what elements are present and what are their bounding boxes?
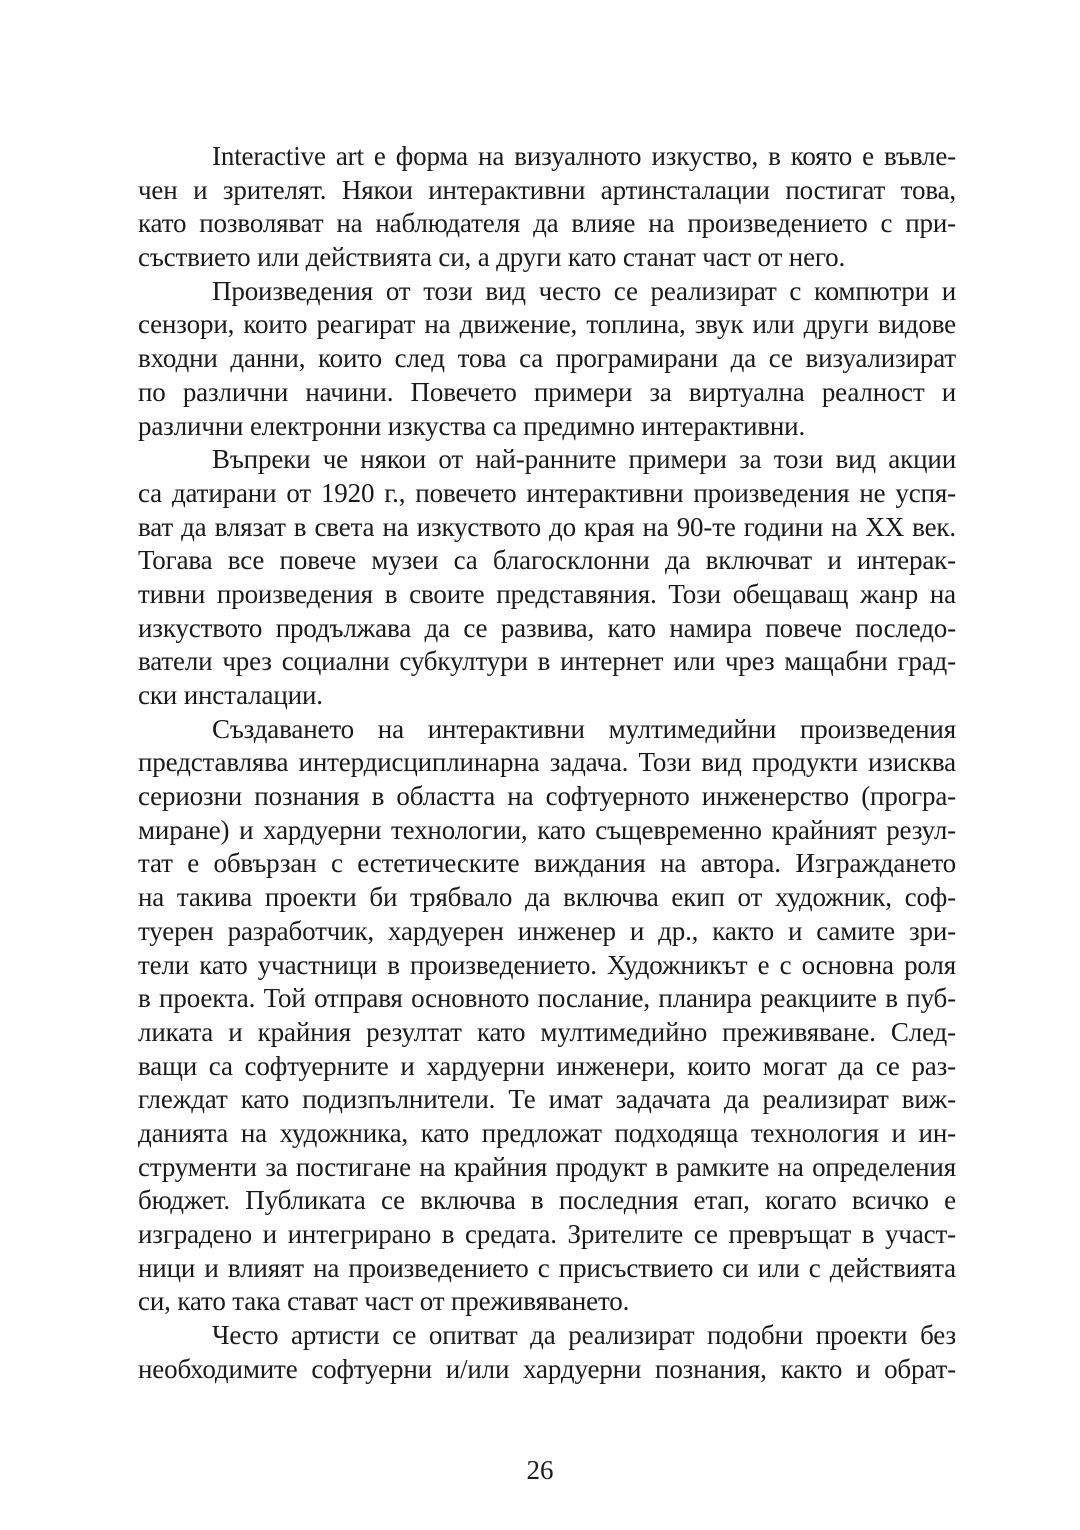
- text-line: Често артисти се опитват да реализират подобни проекти без: [212, 1320, 956, 1351]
- text-line: Тогава все повече музеи са благосклонни да включват и интерак-: [138, 545, 956, 576]
- text-line: в проекта. Той отправя основното послание, планира реакциите в пуб-: [138, 983, 956, 1014]
- text-line: бюджет. Публиката се включва в последния етап, когато всичко е: [138, 1185, 956, 1216]
- text-line: струменти за постигане на крайния продукт в рамките на определения: [138, 1151, 956, 1182]
- text-line: изградено и интегрирано в средата. Зрителите се превръщат в участ-: [138, 1219, 956, 1249]
- text-line: необходимите софтуерни и/или хардуерни познания, както и обрат-: [138, 1353, 956, 1384]
- text-line: ват да влязат в света на изкуството до края на 90-те години на XX век.: [138, 511, 956, 542]
- text-line: сензори, които реагират на движение, топлина, звук или други видове: [138, 309, 956, 340]
- paragraph-3: [138, 443, 956, 713]
- text-line: тивни произведения в своите представяния. Този обещаващ жанр на: [138, 578, 956, 609]
- text-line: Въпреки че някои от най-ранните примери за този вид акции: [212, 444, 956, 475]
- text-line: ващи са софтуерните и хардуерни инженери, които могат да се раз-: [138, 1050, 956, 1081]
- text-line: по различни начини. Повечето примери за виртуална реалност и: [138, 376, 956, 407]
- text-line: тели като участници в произведението. Художникът е с основна роля: [138, 949, 956, 980]
- paragraph-1: [138, 140, 956, 275]
- text-line: миране) и хардуерни технологии, като същевременно крайният резул-: [138, 814, 956, 845]
- text-line: различни електронни изкуства са предимно интерактивни.: [138, 410, 806, 441]
- text-line: ватели чрез социални субкултури в интернет или чрез мащабни град-: [138, 646, 956, 677]
- text-line: на такива проекти би трябвало да включва екип от художник, соф-: [138, 882, 956, 913]
- text-line: си, като така стават част от преживяването.: [138, 1286, 630, 1317]
- text-line: тат е обвързан с естетическите виждания на автора. Изграждането: [138, 848, 956, 879]
- text-line: глеждат като подизпълнители. Те имат задачата да реализират виж-: [138, 1084, 956, 1115]
- text-line: са датирани от 1920 г., повечето интерактивни произведения не успя-: [138, 477, 956, 508]
- text-line: сериозни познания в областта на софтуерното инженерство (програ-: [138, 781, 956, 812]
- text-line: ликата и крайния резултат като мултимедийно преживяване. След-: [138, 1016, 956, 1047]
- text-line: туерен разработчик, хардуерен инженер и др., както и самите зри-: [138, 915, 956, 946]
- paragraph-2: [138, 275, 956, 443]
- page-number: 26: [526, 1455, 554, 1485]
- text-line: съствието или действията си, а други като станат част от него.: [138, 242, 846, 273]
- page-body: [138, 140, 956, 1386]
- text-line: Произведения от този вид често се реализират с компютри и: [212, 275, 956, 306]
- text-line: данията на художника, като предложат подходяща технология и ин-: [138, 1117, 956, 1148]
- text-line: ски инсталации.: [138, 680, 323, 710]
- text-line: ници и влияят на произведението с присъствието си или с действията: [138, 1252, 956, 1283]
- text-line: изкуството продължава да се развива, като намира повече последо-: [138, 612, 956, 643]
- paragraph-4: [138, 713, 956, 1319]
- text-line: чен и зрителят. Някои интерактивни артинсталации постигат това,: [138, 174, 956, 205]
- text-line: като позволяват на наблюдателя да влияе на произведението с при-: [138, 208, 956, 239]
- text-line: Създаването на интерактивни мултимедийни произведения: [212, 713, 956, 744]
- text-line: представлява интердисциплинарна задача. Този вид продукти изисква: [138, 747, 956, 778]
- paragraph-5: [138, 1319, 956, 1386]
- text-line: входни данни, които след това са програмирани да се визуализират: [138, 343, 956, 374]
- text-line: Interactive art е форма на визуалното изкуство, в която е въвле-: [212, 141, 956, 171]
